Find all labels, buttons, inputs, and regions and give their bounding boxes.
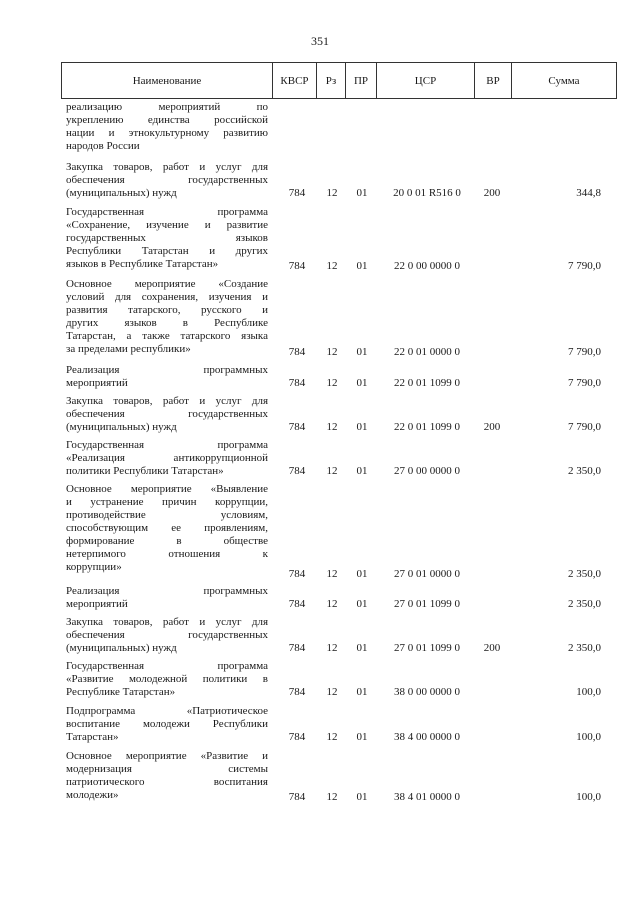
cell-csr: 22 0 01 0000 0 [394,346,460,358]
row-name [66,161,268,200]
row-name-line: языков в Республике Татарстан» [66,258,219,270]
row-name-line: укреплению единства российской [66,114,268,126]
cell-csr: 38 4 00 0000 0 [394,731,460,743]
row-name-line: Государственная программа [66,439,268,451]
row-name-line: политики Республики Татарстан» [66,465,224,477]
cell-kvsr: 784 [288,731,306,743]
cell-csr: 27 0 01 1099 0 [394,598,460,610]
row-name [66,395,268,434]
row-name-line: нации и этнокультурному развитию [66,127,268,139]
cell-pr: 01 [356,465,368,477]
row-name-line: народов России [66,140,140,152]
row-name-line: коррупции» [66,561,122,573]
cell-rz: 12 [326,260,338,272]
cell-pr: 01 [356,346,368,358]
cell-pr: 01 [356,731,368,743]
column-header-vr: ВР [475,63,512,99]
cell-csr: 20 0 01 R516 0 [393,187,461,199]
cell-pr: 01 [356,686,368,698]
cell-rz: 12 [326,686,338,698]
cell-pr: 01 [356,598,368,610]
row-name-line: Основное мероприятие «Создание [66,278,268,290]
cell-kvsr: 784 [288,377,306,389]
cell-kvsr: 784 [288,421,306,433]
cell-sum: 7 790,0 [568,377,601,389]
cell-rz: 12 [326,346,338,358]
cell-sum: 7 790,0 [568,421,601,433]
column-header-rz: Рз [317,63,346,99]
cell-sum: 2 350,0 [568,465,601,477]
cell-kvsr: 784 [288,598,306,610]
row-name-line: патриотического воспитания [66,776,268,788]
cell-kvsr: 784 [288,260,306,272]
cell-sum: 7 790,0 [568,346,601,358]
row-name-line: «Сохранение, изучение и развитие [66,219,268,231]
row-name-line: нетерпимого отношения к [66,548,268,560]
cell-kvsr: 784 [288,791,306,803]
row-name [66,278,268,356]
cell-csr: 38 0 00 0000 0 [394,686,460,698]
cell-kvsr: 784 [288,346,306,358]
cell-csr: 27 0 01 1099 0 [394,642,460,654]
cell-sum: 2 350,0 [568,642,601,654]
cell-sum: 2 350,0 [568,598,601,610]
row-name-line: Закупка товаров, работ и услуг для [66,161,268,173]
row-name-line: воспитание молодежи Республики [66,718,268,730]
row-name-line: Закупка товаров, работ и услуг для [66,395,268,407]
cell-csr: 22 0 00 0000 0 [394,260,460,272]
column-header-kvsr: КВСР [273,63,317,99]
row-name-line: Реализация программных [66,585,268,597]
column-header-sum: Сумма [512,63,617,99]
row-name-line: реализацию мероприятий по [66,101,268,113]
row-name [66,364,268,390]
row-name [66,750,268,802]
row-name [66,101,268,153]
row-name-line: модернизация системы [66,763,268,775]
cell-pr: 01 [356,187,368,199]
row-name-line: развития татарского, русского и [66,304,268,316]
cell-sum: 7 790,0 [568,260,601,272]
cell-pr: 01 [356,568,368,580]
cell-kvsr: 784 [288,465,306,477]
row-name-line: и устранение причин коррупции, [66,496,268,508]
cell-csr: 27 0 01 0000 0 [394,568,460,580]
cell-rz: 12 [326,187,338,199]
cell-rz: 12 [326,377,338,389]
row-name-line: «Реализация антикоррупционной [66,452,268,464]
row-name-line: Татарстан, а также татарского языка [66,330,268,342]
cell-pr: 01 [356,642,368,654]
row-name-line: Основное мероприятие «Выявление [66,483,268,495]
row-name [66,483,268,574]
row-name-line: Государственная программа [66,206,268,218]
row-name-line: способствующим ее проявлениям, [66,522,268,534]
cell-kvsr: 784 [288,686,306,698]
cell-pr: 01 [356,791,368,803]
cell-vr: 200 [483,642,501,654]
row-name-line: Республики Татарстан и других [66,245,268,257]
row-name-line: противодействие условиям, [66,509,268,521]
row-name-line: мероприятий [66,598,128,610]
row-name-line: Государственная программа [66,660,268,672]
row-name-line: других языков в Республике [66,317,268,329]
row-name-line: обеспечения государственных [66,174,268,186]
cell-vr: 200 [483,187,501,199]
row-name-line: Реализация программных [66,364,268,376]
row-name-line: Татарстан» [66,731,119,743]
row-name-line: (муниципальных) нужд [66,642,177,654]
row-name [66,585,268,611]
cell-rz: 12 [326,642,338,654]
cell-csr: 27 0 00 0000 0 [394,465,460,477]
cell-pr: 01 [356,260,368,272]
row-name-line: за пределами республики» [66,343,191,355]
column-header-name: Наименование [62,63,273,99]
cell-sum: 100,0 [576,686,601,698]
row-name-line: государственных языков [66,232,268,244]
cell-csr: 38 4 01 0000 0 [394,791,460,803]
cell-rz: 12 [326,598,338,610]
row-name-line: Закупка товаров, работ и услуг для [66,616,268,628]
cell-rz: 12 [326,791,338,803]
row-name [66,705,268,744]
cell-rz: 12 [326,421,338,433]
cell-sum: 100,0 [576,731,601,743]
row-name-line: Республике Татарстан» [66,686,176,698]
cell-rz: 12 [326,465,338,477]
row-name [66,660,268,699]
row-name-line: обеспечения государственных [66,629,268,641]
cell-csr: 22 0 01 1099 0 [394,377,460,389]
cell-rz: 12 [326,731,338,743]
cell-kvsr: 784 [288,187,306,199]
row-name-line: молодежи» [66,789,119,801]
row-name-line: «Развитие молодежной политики в [66,673,268,685]
row-name [66,616,268,655]
cell-rz: 12 [326,568,338,580]
cell-pr: 01 [356,377,368,389]
cell-sum: 344,8 [576,187,601,199]
row-name-line: (муниципальных) нужд [66,421,177,433]
row-name-line: Основное мероприятие «Развитие и [66,750,268,762]
column-header-csr: ЦСР [377,63,475,99]
table-header [61,62,617,99]
row-name-line: (муниципальных) нужд [66,187,177,199]
page-number: 351 [311,34,329,48]
column-header-pr: ПР [346,63,377,99]
row-name-line: формирование в обществе [66,535,268,547]
cell-kvsr: 784 [288,642,306,654]
row-name [66,206,268,271]
cell-vr: 200 [483,421,501,433]
row-name-line: мероприятий [66,377,128,389]
row-name [66,439,268,478]
row-name-line: Подпрограмма «Патриотическое [66,705,268,717]
cell-pr: 01 [356,421,368,433]
cell-kvsr: 784 [288,568,306,580]
row-name-line: условий для сохранения, изучения и [66,291,268,303]
cell-sum: 100,0 [576,791,601,803]
row-name-line: обеспечения государственных [66,408,268,420]
cell-sum: 2 350,0 [568,568,601,580]
cell-csr: 22 0 01 1099 0 [394,421,460,433]
